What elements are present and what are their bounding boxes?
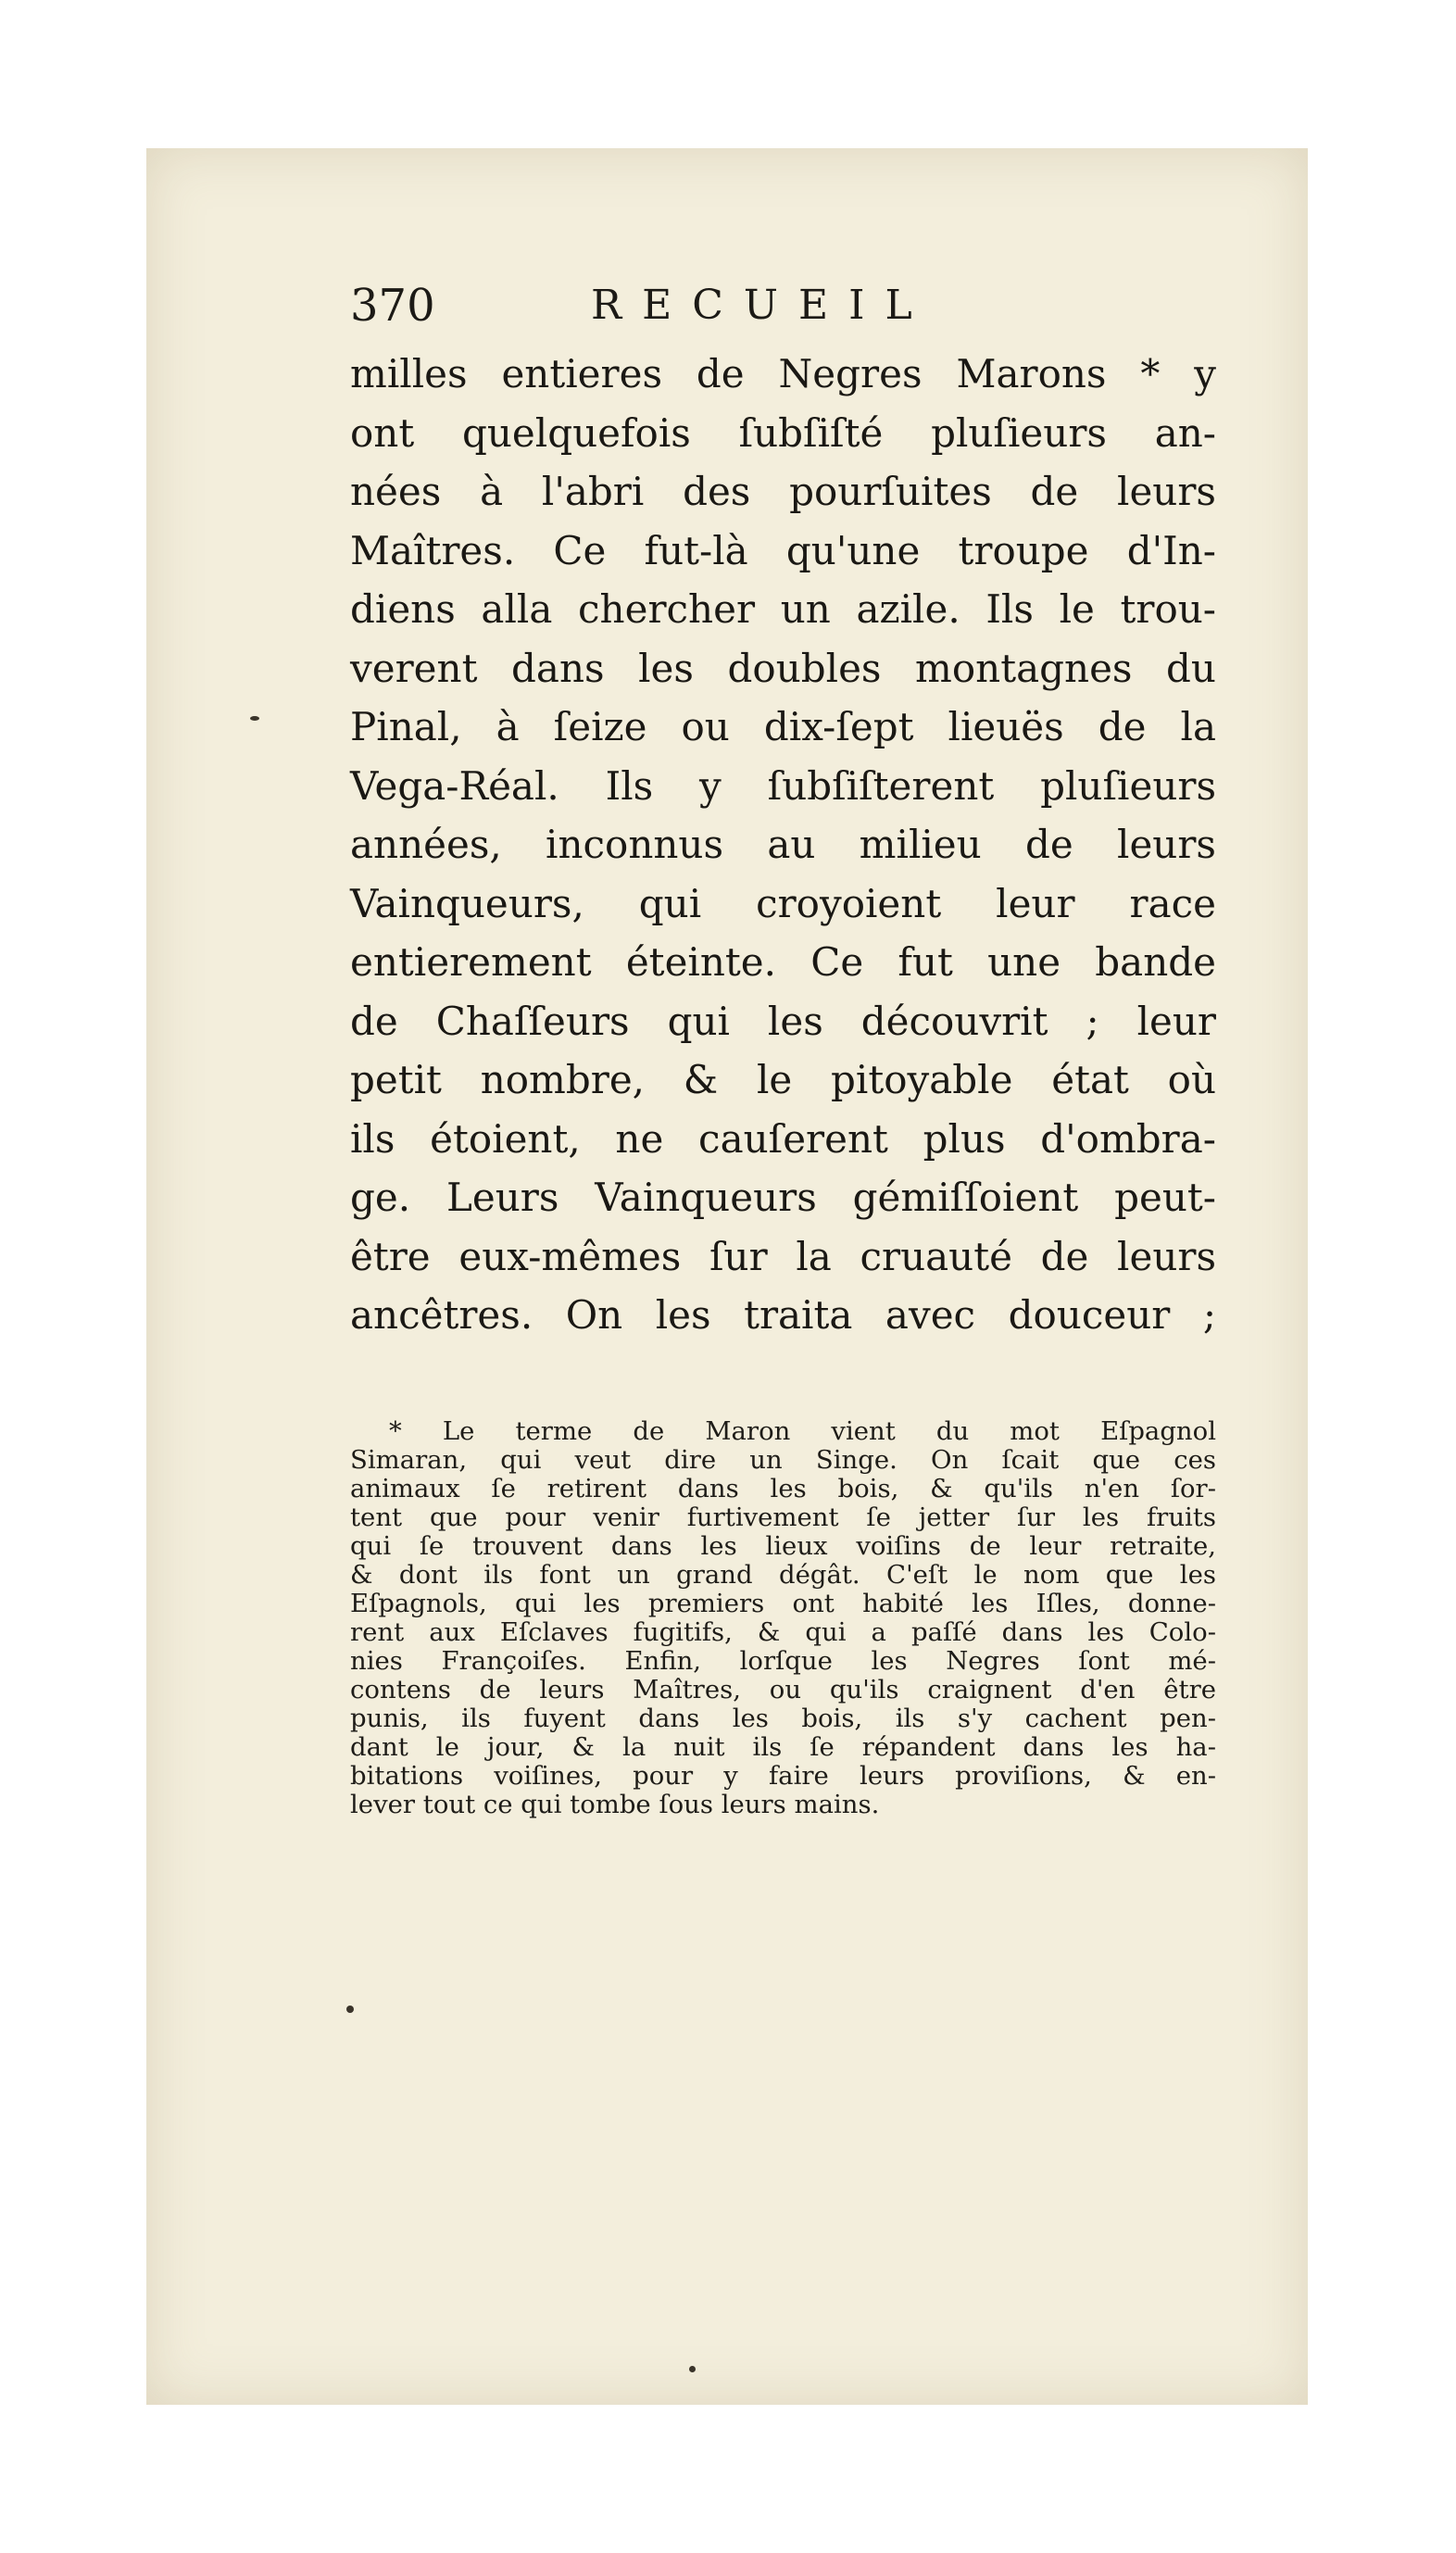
text-line: diens alla chercher un azile. Ils le trou-: [350, 586, 1216, 632]
text-line: ancêtres. On les traita avec douceur ;: [350, 1292, 1216, 1338]
paper-speck: [250, 716, 259, 721]
footnote-line: qui ſe trouvent dans les lieux voiſins de leur retraite,: [350, 1531, 1216, 1561]
footnote-line: Eſpagnols, qui les premiers ont habité les Iſles, donne-: [350, 1589, 1216, 1618]
footnote-line: contens de leurs Maîtres, ou qu'ils craignent d'en être: [350, 1675, 1216, 1704]
text-line: Vainqueurs, qui croyoient leur race: [350, 880, 1216, 926]
footnote-line: dant le jour, & la nuit ils ſe répandent dans les ha-: [350, 1732, 1216, 1762]
paper-speck: [689, 2366, 696, 2372]
footnote-line: nies Françoiſes. Enfin, lorſque les Negres ſont mé-: [350, 1646, 1216, 1676]
footnote-line: punis, ils fuyent dans les bois, ils s'y cachent pen-: [350, 1704, 1216, 1733]
text-line: de Chaſſeurs qui les découvrit ; leur: [350, 998, 1216, 1044]
main-text: [350, 345, 1216, 1345]
paper-speck: [346, 2006, 354, 2013]
footnote-line: Simaran, qui veut dire un Singe. On ſcait que ces: [350, 1445, 1216, 1475]
text-line: ge. Leurs Vainqueurs gémiſſoient peut-: [350, 1175, 1216, 1220]
text-line: nées à l'abri des pourſuites de leurs: [350, 469, 1216, 514]
footnote-line: animaux ſe retirent dans les bois, & qu'ils n'en ſor-: [350, 1474, 1216, 1503]
text-line: Pinal, à ſeize ou dix-ſept lieuës de la: [350, 704, 1216, 749]
text-line: milles entieres de Negres Marons * y: [350, 351, 1216, 396]
text-line: ils étoient, ne cauſerent plus d'ombra-: [350, 1115, 1216, 1162]
text-line: ont quelquefois ſubſiſté pluſieurs an-: [350, 409, 1216, 456]
text-line: Maîtres. Ce fut-là qu'une troupe d'In-: [350, 527, 1216, 573]
page-header: [350, 273, 1230, 338]
footnote-line: rent aux Eſclaves fugitifs, & qui a paſſé dans les Colo-: [350, 1617, 1216, 1647]
running-head: RECUEIL: [591, 282, 933, 329]
text-line: petit nombre, & le pitoyable état où: [350, 1057, 1216, 1102]
text-line: être eux-mêmes ſur la cruauté de leurs: [350, 1233, 1216, 1279]
text-line: années, inconnus au milieu de leurs: [350, 822, 1216, 867]
footnote-line: & dont ils font un grand dégât. C'eſt le nom que les: [350, 1560, 1216, 1590]
text-line: verent dans les doubles montagnes du: [350, 645, 1216, 691]
text-line: entierement éteinte. Ce fut une bande: [350, 939, 1216, 985]
footnote-line: lever tout ce qui tombe ſous leurs mains.: [350, 1790, 880, 1819]
footnote-line: tent que pour venir furtivement ſe jetter ſur les fruits: [350, 1503, 1216, 1532]
footnote: [350, 1417, 1216, 1819]
footnote-line: bitations voiſines, pour y faire leurs proviſions, & en-: [350, 1761, 1216, 1791]
page-number: 370: [350, 280, 435, 332]
text-line: Vega-Réal. Ils y ſubſiſterent pluſieurs: [350, 762, 1216, 809]
footnote-line: * Le terme de Maron vient du mot Eſpagnol: [389, 1416, 1216, 1446]
